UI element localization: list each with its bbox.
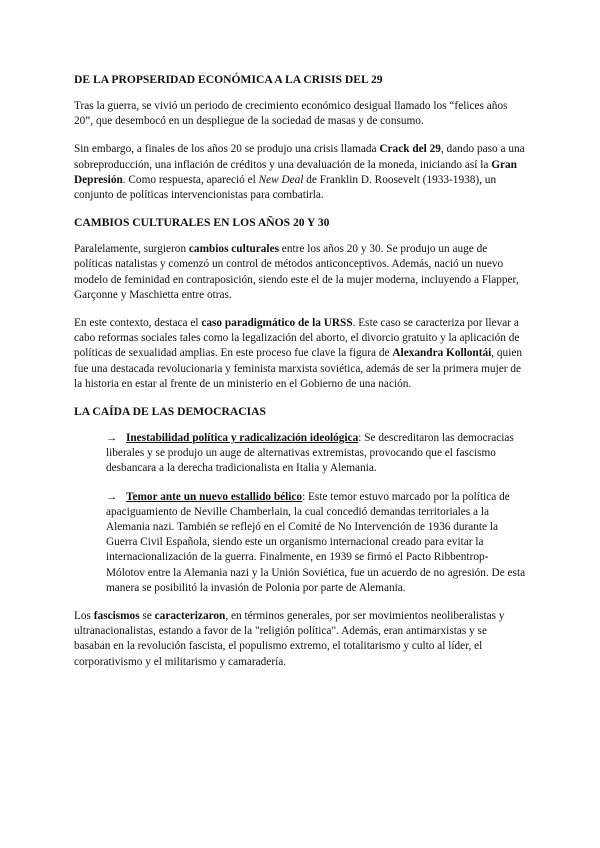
text-span: En este contexto, destaca el xyxy=(74,317,202,330)
text-span: , dando paso a una sobreproducción, una inflación de créditos y una devaluación de la moneda, iniciando así la xyxy=(74,143,525,171)
paragraph-fascismos xyxy=(74,609,526,670)
bold-term-caracterizaron: caracterizaron xyxy=(154,610,226,623)
bold-term-crack-29: Crack del 29 xyxy=(379,143,441,156)
bullet-item-inestabilidad xyxy=(106,431,526,477)
bullet-title: Inestabilidad política y radicalización ideológica xyxy=(126,432,359,445)
paragraph-urss xyxy=(74,316,526,392)
text-span: Los xyxy=(74,610,94,623)
bullet-title: Temor ante un nuevo estallido bélico xyxy=(126,490,303,503)
text-span: Sin embargo, a finales de los años 20 se produjo una crisis llamada xyxy=(74,143,380,156)
arrow-icon: → xyxy=(106,490,118,503)
section-heading-caida-democracias: LA CAÍDA DE LAS DEMOCRACIAS xyxy=(74,405,266,419)
bold-term-kollontai: Alexandra Kollontái xyxy=(392,347,492,360)
section-heading-crisis: DE LA PROPSERIDAD ECONÓMICA A LA CRISIS DEL 29 xyxy=(74,73,383,86)
bullet-text: : Este temor estuvo marcado por la política de apaciguamiento de Neville Chamberlain, la cual concedió demandas territoriales a la Alemania nazi. También se reflejó en el Comité de No Intervención de 1936 durante la Guerra Civil Española, siendo este un organismo internacional creado para evitar la internacionalización de la guerra. Finalmente, en 1939 se firmó el Pacto Ribbentrop-Mólotov entre la Alemania nazi y la Unión Soviética, fue un acuerdo de no agresión. De esta manera se posibilitó la invasión de Polonia por parte de Alemania. xyxy=(106,490,526,594)
italic-term-new-deal: New Deal xyxy=(258,173,304,186)
text-span: se xyxy=(139,610,155,623)
paragraph-felices-anos-20: Tras la guerra, se vivió un periodo de crecimiento económico desigual llamado los “felices años 20”, que desembocó en un despliegue de la sociedad de masas y de consumo. xyxy=(74,100,508,128)
text-span: de Franklin D. Roosevelt (1933-1938), un conjunto de políticas intervencionistas para combatirla. xyxy=(74,173,497,202)
bold-term-cambios-culturales: cambios culturales xyxy=(188,243,279,256)
bold-term-urss: caso paradigmático de la URSS xyxy=(201,317,353,330)
bold-term-gran-depresion: Gran Depresión xyxy=(74,158,517,186)
text-span: , quien fue una destacada revolucionaria y feminista marxista soviética, además de ser la primera mujer de la historia en estar al frente de un ministerio en el Gobierno de una nación. xyxy=(74,347,522,390)
text-span: entre los años 20 y 30. Se produjo un auge de políticas natalistas y comenzó un control de métodos anticonceptivos. Además, nació un nuevo modelo de feminidad en contraposición, siendo este el de la mujer moderna, incluyendo a Flapper, Garçonne y Maschietta entre otras. xyxy=(74,243,519,301)
section-heading-cambios-culturales: CAMBIOS CULTURALES EN LOS AÑOS 20 Y 30 xyxy=(74,216,330,230)
text-span: . Este caso se caracteriza por llevar a cabo reformas sociales tales como la legalización del aborto, el divorcio gratuito y la aplicación de políticas de sexualidad amplias. En este proceso fue clave la figura de xyxy=(74,317,520,360)
text-span: Paralelamente, surgieron xyxy=(74,243,189,256)
text-span: , en términos generales, por ser movimientos neoliberalistas y ultranacionalistas, estando a favor de la "religión política". Además, eran antimarxistas y se basaban en la revolución fascista, el populismo extremo, el totalitarismo y culto al líder, el corporativismo y el militarismo y camaradería. xyxy=(74,610,505,668)
text-span: . Como respuesta, apareció el xyxy=(122,173,259,186)
bullet-text: : Se descreditaron las democracias liberales y se produjo un auge de alternativas extremistas, provocando que el fascismo desbancara a la derecha tradicionalista en Italia y Alemania. xyxy=(106,432,514,475)
paragraph-crack-29 xyxy=(74,142,526,203)
arrow-icon: → xyxy=(106,432,118,445)
bold-term-fascismos: fascismos xyxy=(93,610,140,623)
paragraph-cambios-culturales xyxy=(74,242,526,303)
bullet-item-temor xyxy=(106,490,526,596)
document-page xyxy=(74,72,526,670)
